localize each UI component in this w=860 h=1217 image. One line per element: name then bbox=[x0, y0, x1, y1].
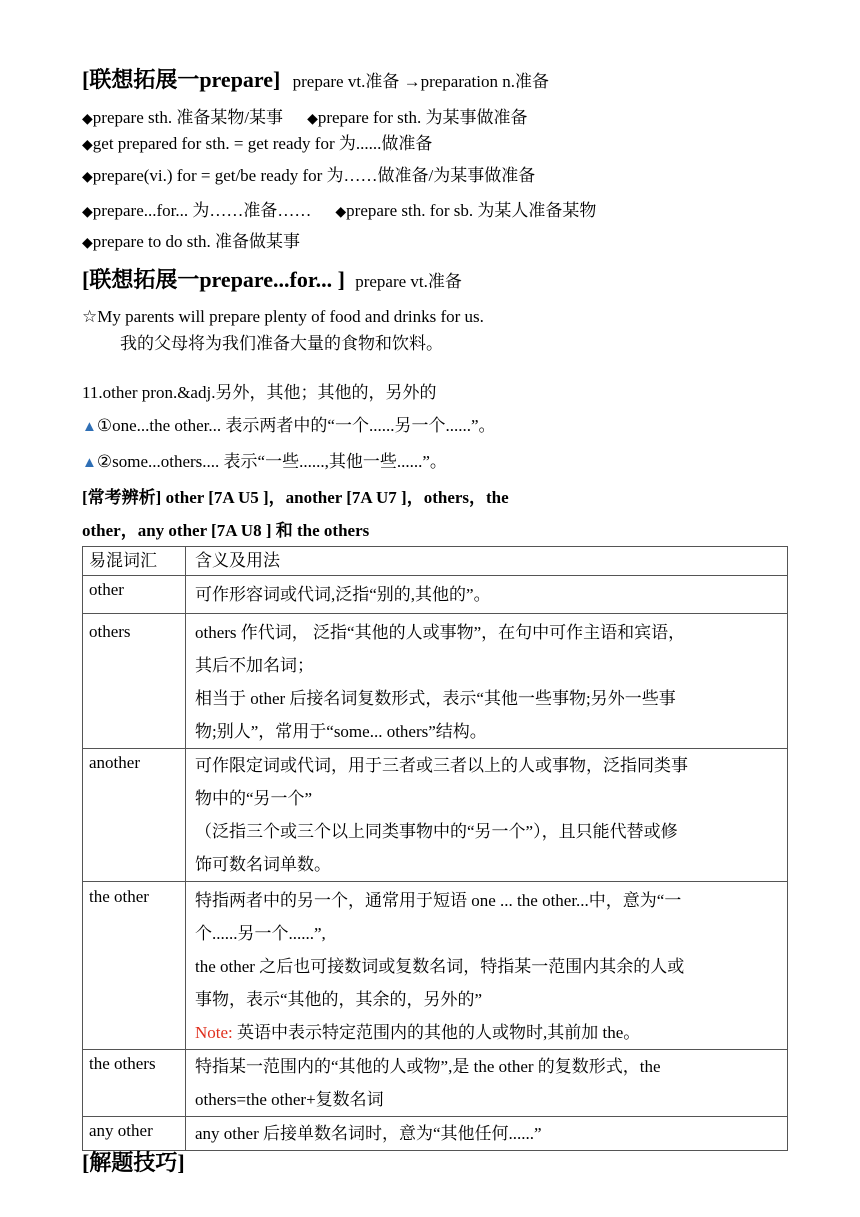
table-word-cell: other bbox=[83, 576, 186, 614]
phrase-line: ◆prepare to do sth. 准备做某事 bbox=[82, 232, 301, 251]
table-usage-cell: 可作形容词或代词,泛指“别的,其他的”。 bbox=[186, 576, 788, 614]
diamond-icon: ◆ bbox=[82, 205, 93, 220]
table-usage-cell: 特指某一范围内的“其他的人或物”,是 the other 的复数形式，the others=the other+复数名词 bbox=[186, 1050, 788, 1117]
table-header-cell: 易混词汇 bbox=[83, 547, 186, 576]
diamond-icon: ◆ bbox=[335, 205, 347, 220]
triangle-icon: ▲ bbox=[82, 455, 97, 471]
table-row bbox=[83, 614, 788, 749]
diamond-icon: ◆ bbox=[82, 236, 93, 251]
triangle-icon: ▲ bbox=[82, 419, 97, 435]
table-word-cell: the other bbox=[83, 882, 186, 1050]
diamond-icon: ◆ bbox=[82, 138, 93, 153]
table-usage-cell: others 作代词， 泛指“其他的人或事物”，在句中可作主语和宾语， 其后不加名词； 相当于 other 后接名词复数形式，表示“其他一些事物;另外一些事 物;别人”，常用于“some... others”结构。 bbox=[186, 614, 788, 749]
table-word-cell: others bbox=[83, 614, 186, 749]
table-row bbox=[83, 576, 788, 614]
table-usage-cell: 可作限定词或代词，用于三者或三者以上的人或事物，泛指同类事 物中的“另一个” （泛指三个或三个以上同类事物中的“另一个”），且只能代替或修 饰可数名词单数。 bbox=[186, 749, 788, 882]
table-row bbox=[83, 882, 788, 1050]
example-english: ☆My parents will prepare plenty of food and drinks for us. bbox=[82, 307, 484, 326]
note-label: Note: bbox=[195, 1023, 233, 1042]
example-chinese: 我的父母将为我们准备大量的食物和饮料。 bbox=[120, 334, 443, 353]
word-entry-other: 11.other pron.&adj.另外，其他；其他的，另外的 bbox=[82, 383, 437, 402]
table-word-cell: the others bbox=[83, 1050, 186, 1117]
heading-prepare-for: [联想拓展一prepare...for... ] prepare vt.准备 bbox=[82, 267, 462, 292]
table-header-row bbox=[83, 547, 788, 576]
table-row bbox=[83, 1117, 788, 1151]
phrase-line: ◆get prepared for sth. = get ready for 为......做准备 bbox=[82, 134, 433, 153]
usage-bullet: ▲①one...the other... 表示两者中的“一个......另一个......”。 bbox=[82, 416, 496, 435]
table-word-cell: another bbox=[83, 749, 186, 882]
heading-comparison-cont: other，any other [7A U8 ] 和 the others bbox=[82, 521, 370, 540]
table-usage-cell: any other 后接单数名词时，意为“其他任何......” bbox=[186, 1117, 788, 1151]
diamond-icon: ◆ bbox=[307, 112, 318, 127]
heading-tips: [解题技巧] bbox=[82, 1150, 185, 1175]
phrase-line: ◆prepare sth. 准备某物/某事 ◆prepare for sth. 为某事做准备 bbox=[82, 108, 528, 127]
phrase-line: ◆prepare...for... 为……准备…… ◆prepare sth. for sb. 为某人准备某物 bbox=[82, 201, 597, 220]
diamond-icon: ◆ bbox=[82, 112, 93, 127]
table-usage-cell: 特指两者中的另一个，通常用于短语 one ... the other...中，意为“一 个......另一个......”, the other 之后也可接数词或复数名词，特指某一范围内其余的人或 事物，表示“其他的，其余的，另外的” Note: 英语中表示特定范围内的其他的人或物时,其前加 the。 bbox=[186, 882, 788, 1050]
comparison-table bbox=[82, 546, 788, 1151]
phrase-line: ◆prepare(vi.) for = get/be ready for 为……做准备/为某事做准备 bbox=[82, 166, 536, 185]
heading-comparison: [常考辨析] other [7A U5 ]，another [7A U7 ]，others，the bbox=[82, 488, 509, 507]
table-row bbox=[83, 1050, 788, 1117]
diamond-icon: ◆ bbox=[82, 170, 93, 185]
table-header-cell: 含义及用法 bbox=[186, 547, 788, 576]
heading-prepare: [联想拓展一prepare] prepare vt.准备 →preparation n.准备 bbox=[82, 67, 549, 92]
table-row bbox=[83, 749, 788, 882]
table-word-cell: any other bbox=[83, 1117, 186, 1151]
usage-bullet: ▲②some...others.... 表示“一些......,其他一些......”。 bbox=[82, 452, 447, 471]
note-line: Note: 英语中表示特定范围内的其他的人或物时,其前加 the。 bbox=[195, 1023, 641, 1042]
